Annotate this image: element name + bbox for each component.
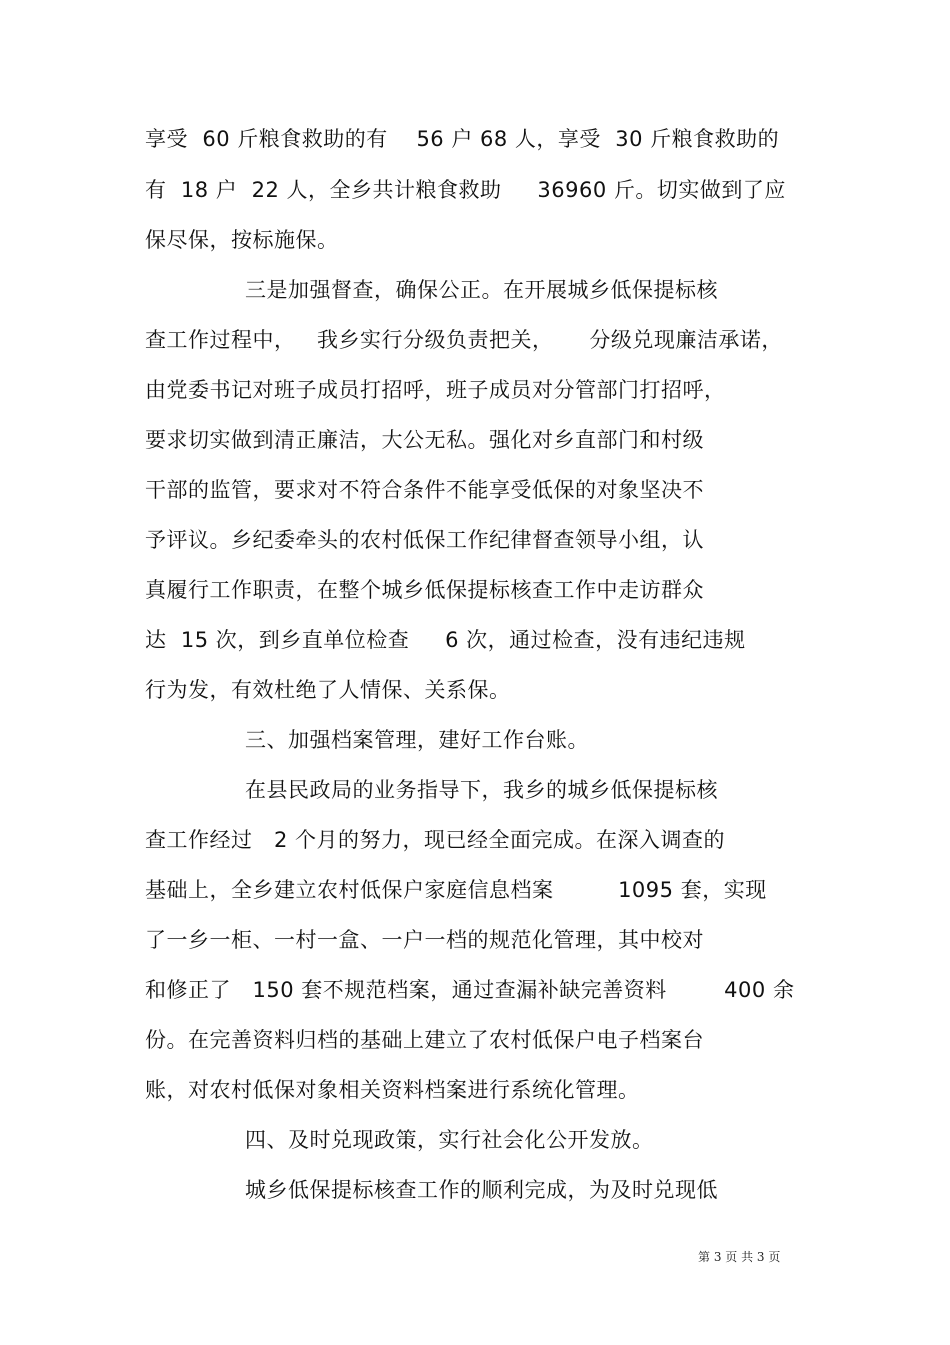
text-line: 予评议。乡纪委牵头的农村低保工作纪律督查领导小组，认 (145, 528, 704, 552)
paragraph-start-line: 城乡低保提标核查工作的顺利完成，为及时兑现低 (245, 1178, 718, 1202)
paragraph-start-line: 在县民政局的业务指导下，我乡的城乡低保提标核 (245, 778, 718, 802)
text-line: 保尽保，按标施保。 (145, 228, 339, 252)
section-heading: 三、加强档案管理，建好工作台账。 (245, 728, 589, 752)
text-line: 真履行工作职责，在整个城乡低保提标核查工作中走访群众 (145, 578, 704, 602)
text-line: 干部的监管，要求对不符合条件不能享受低保的对象坚决不 (145, 478, 704, 502)
text-line: 达 15 次，到乡直单位检查 6 次，通过检查，没有违纪违规 (145, 628, 746, 652)
text-line: 有 18 户 22 人，全乡共计粮食救助 36960 斤。切实做到了应 (145, 178, 786, 202)
paragraph-start-line: 三是加强督查，确保公正。在开展城乡低保提标核 (245, 278, 718, 302)
text-line: 享受 60 斤粮食救助的有 56 户 68 人，享受 30 斤粮食救助的 (145, 127, 780, 151)
text-line: 由党委书记对班子成员打招呼，班子成员对分管部门打招呼， (145, 378, 726, 402)
section-heading: 四、及时兑现政策，实行社会化公开发放。 (245, 1128, 654, 1152)
text-line: 基础上，全乡建立农村低保户家庭信息档案 1095 套，实现 (145, 878, 767, 902)
text-line: 份。在完善资料归档的基础上建立了农村低保户电子档案台 (145, 1028, 704, 1052)
text-line: 账，对农村低保对象相关资料档案进行系统化管理。 (145, 1078, 640, 1102)
text-line: 了一乡一柜、一村一盒、一户一档的规范化管理，其中校对 (145, 928, 704, 952)
text-line: 要求切实做到清正廉洁，大公无私。强化对乡直部门和村级 (145, 428, 704, 452)
text-line: 查工作经过 2 个月的努力，现已经全面完成。在深入调查的 (145, 828, 726, 852)
text-line: 和修正了 150 套不规范档案，通过查漏补缺完善资料 400 余 (145, 978, 795, 1002)
text-line: 查工作过程中， 我乡实行分级负责把关， 分级兑现廉洁承诺， (145, 328, 783, 352)
page-number-footer: 第 3 页 共 3 页 (698, 1250, 781, 1264)
text-line: 行为发，有效杜绝了人情保、关系保。 (145, 678, 511, 702)
